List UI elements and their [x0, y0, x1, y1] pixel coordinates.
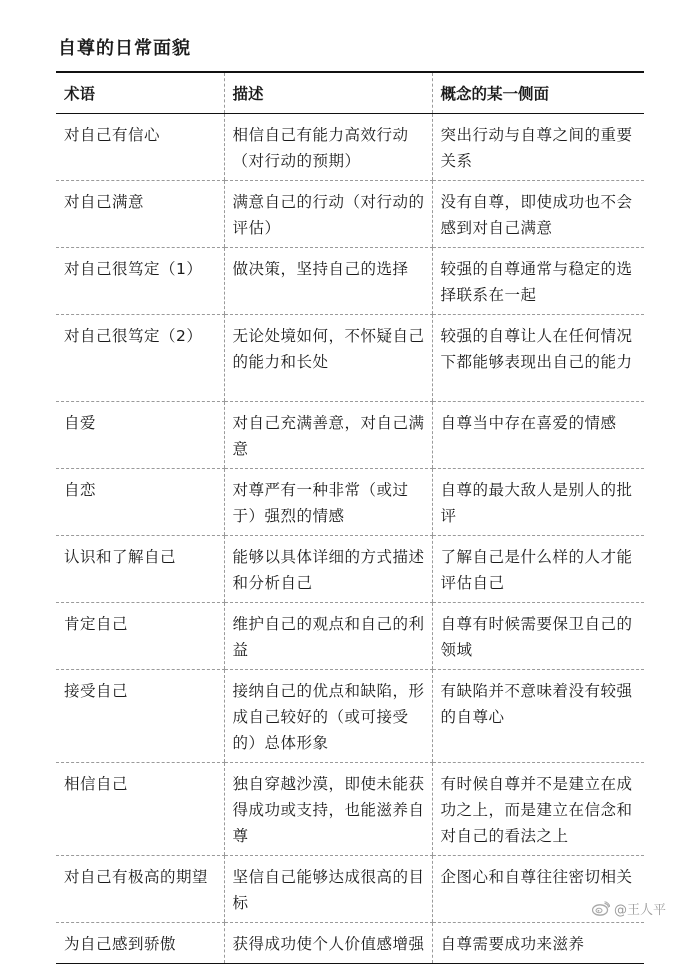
table-row: [56, 114, 644, 181]
cell-description: 获得成功使个人价值感增强: [224, 923, 432, 964]
cell-aspect: 了解自己是什么样的人才能评估自己: [432, 536, 644, 603]
cell-term: 对自己满意: [56, 181, 224, 248]
cell-aspect: 自尊需要成功来滋养: [432, 923, 644, 964]
table-row: [56, 763, 644, 856]
cell-aspect: 自尊当中存在喜爱的情感: [432, 402, 644, 469]
table-row: [56, 603, 644, 670]
table-row: [56, 856, 644, 923]
cell-description: 无论处境如何，不怀疑自己的能力和长处: [224, 315, 432, 402]
concept-table: [56, 71, 644, 964]
table-row: [56, 248, 644, 315]
cell-description: 坚信自己能够达成很高的目标: [224, 856, 432, 923]
cell-aspect: 自尊有时候需要保卫自己的领域: [432, 603, 644, 670]
cell-description: 维护自己的观点和自己的利益: [224, 603, 432, 670]
table-row: [56, 670, 644, 763]
cell-aspect: 没有自尊，即使成功也不会感到对自己满意: [432, 181, 644, 248]
table-header-row: [56, 72, 644, 114]
watermark-text: @王人平: [613, 903, 666, 918]
table-row: [56, 181, 644, 248]
cell-term: 对自己很笃定（2）: [56, 315, 224, 402]
cell-description: 对尊严有一种非常（或过于）强烈的情感: [224, 469, 432, 536]
header-term: 术语: [64, 85, 96, 103]
weibo-logo-icon: [592, 901, 610, 916]
cell-description: 做决策，坚持自己的选择: [224, 248, 432, 315]
cell-term: 肯定自己: [56, 603, 224, 670]
table-row: [56, 402, 644, 469]
weibo-watermark: [592, 899, 666, 918]
cell-term: 认识和了解自己: [56, 536, 224, 603]
cell-description: 对自己充满善意，对自己满意: [224, 402, 432, 469]
cell-aspect: 有缺陷并不意味着没有较强的自尊心: [432, 670, 644, 763]
page-title: 自尊的日常面貌: [58, 38, 191, 59]
table-row: [56, 469, 644, 536]
cell-description: 接纳自己的优点和缺陷，形成自己较好的（或可接受的）总体形象: [224, 670, 432, 763]
cell-term: 自爱: [56, 402, 224, 469]
cell-description: 能够以具体详细的方式描述和分析自己: [224, 536, 432, 603]
cell-term: 接受自己: [56, 670, 224, 763]
header-aspect: 概念的某一侧面: [432, 72, 644, 114]
cell-aspect: 有时候自尊并不是建立在成功之上，而是建立在信念和对自己的看法之上: [432, 763, 644, 856]
table-row: [56, 923, 644, 964]
cell-aspect: 企图心和自尊往往密切相关: [432, 856, 644, 923]
cell-term: 对自己很笃定（1）: [56, 248, 224, 315]
cell-term: 对自己有极高的期望: [56, 856, 224, 923]
cell-term: 为自己感到骄傲: [56, 923, 224, 964]
cell-term: 自恋: [56, 469, 224, 536]
cell-aspect: 自尊的最大敌人是别人的批评: [432, 469, 644, 536]
cell-description: 相信自己有能力高效行动（对行动的预期）: [224, 114, 432, 181]
table-row: [56, 315, 644, 402]
cell-term: 对自己有信心: [56, 114, 224, 181]
table-row: [56, 536, 644, 603]
cell-aspect: 突出行动与自尊之间的重要关系: [432, 114, 644, 181]
cell-description: 满意自己的行动（对行动的评估）: [224, 181, 432, 248]
cell-aspect: 较强的自尊通常与稳定的选择联系在一起: [432, 248, 644, 315]
cell-description: 独自穿越沙漠，即使未能获得成功或支持，也能滋养自尊: [224, 763, 432, 856]
header-description: 描述: [224, 72, 432, 114]
cell-term: 相信自己: [56, 763, 224, 856]
cell-aspect: 较强的自尊让人在任何情况下都能够表现出自己的能力: [432, 315, 644, 402]
